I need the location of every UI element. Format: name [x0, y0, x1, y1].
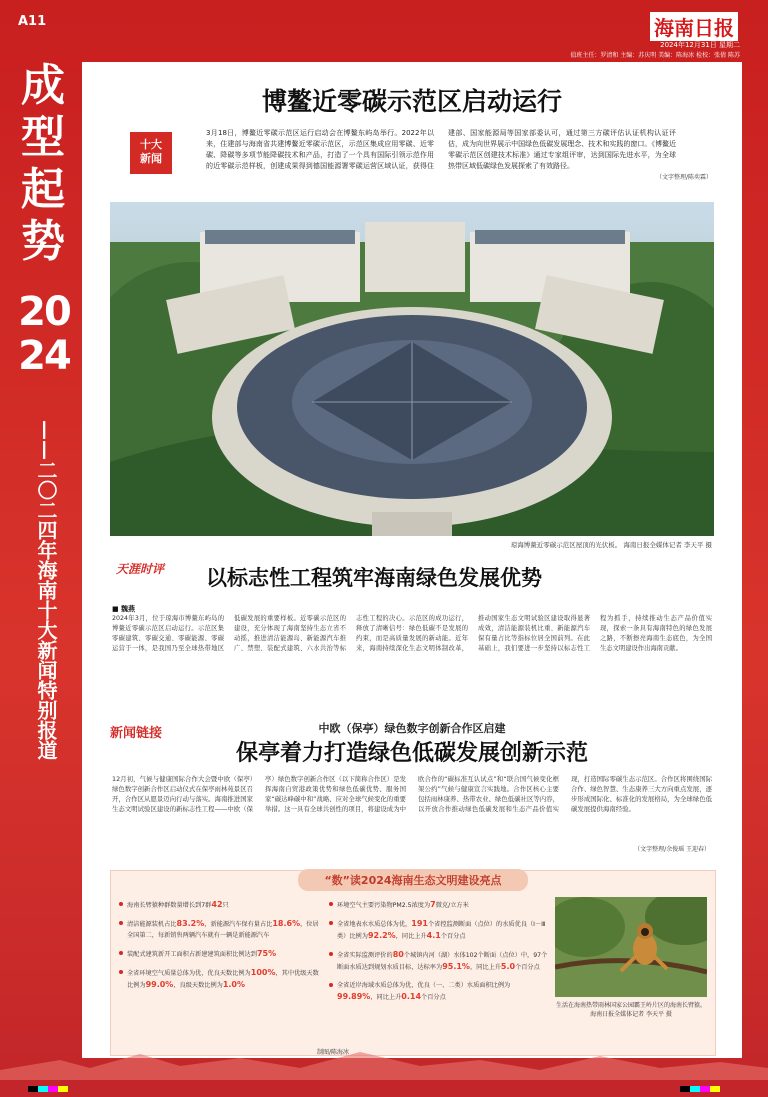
top-ten-badge: [130, 132, 172, 174]
fact-item: 清洁能源装机占比83.2%，新能源汽车保有量占比18.6%，位居全国第二，每新销售两辆汽车就有一辆是新能源汽车: [119, 918, 319, 941]
side-title: [8, 60, 78, 268]
headline-3-subtitle: 中欧（保亭）绿色数字创新合作区启建: [318, 722, 506, 735]
page-number: A11: [18, 14, 47, 29]
badge-line: 十大: [140, 138, 162, 151]
side-subtitle: ——二〇二四年海南十大新闻特别报道: [34, 420, 58, 760]
fact-item: 环境空气主要污染物PM2.5浓度为7微克/立方米: [329, 899, 549, 911]
news-link-badge: 新闻链接: [110, 726, 163, 741]
lead-credit: （文字整理/陈奕霖）: [655, 174, 712, 181]
headline-3: 保亭着力打造绿色低碳发展创新示范: [235, 740, 588, 766]
side-title-char: 势: [21, 216, 65, 267]
data-panel: [110, 870, 716, 1056]
side-title-char: 成: [21, 60, 65, 111]
editors-line: 值班主任：罗清和 主编：苏庆明 美编：陈海冰 检校：张倩 陈苏: [570, 52, 740, 59]
fact-item: 海南长臂猿种群数量增长到7群42只: [119, 899, 319, 911]
photo-caption: 琼海博鳌近零碳示范区屋顶的光伏板。 海南日报全媒体记者 李天平 摄: [510, 541, 712, 549]
comment-body: 2024年3月，位于琼海市博鳌东屿岛的博鳌近零碳示范区启动运行。示范区集零碳建筑、零碳交通、零碳能源、零碳运营于一体，是我国乃至全球热带地区低碳发展的重要样板。近零碳示范区的建设，充分体现了海南坚持生态立省不动摇，推进清洁能源岛、新能源汽车推广、禁塑、装配式建筑、六水共治等标志性工程的决心。示范区的成功运行，释放了清晰信号：绿色低碳不是发展的约束，而是高质量发展的新动能。近年来，海南持续深化生态文明体制改革，推动国家生态文明试验区建设取得显著成效，清洁能源装机比重、新能源汽车保有量占比等指标位居全国前列。在此基础上，我们要进一步坚持以标志性工程为抓手，持续推动生态产品价值实现，探索一条具有海南特色的绿色发展之路，不断擦亮海南生态底色，为全国生态文明建设作出海南贡献。: [112, 615, 712, 652]
registration-bar: [680, 1086, 720, 1092]
content-sheet: [82, 62, 742, 1058]
side-title-char: 起: [21, 164, 65, 215]
facts-column-2: [329, 899, 549, 1010]
gibbon-illustration: [555, 897, 707, 997]
comment-author: ■ 魏燕: [112, 605, 136, 613]
aerial-photo: [110, 202, 714, 536]
panel-title-text: “数”读2024海南生态文明建设亮点: [298, 869, 527, 891]
panel-title: [111, 869, 715, 891]
gibbon-caption: 生活在海南热带雨林国家公园霸王岭片区的海南长臂猿。 海南日报全媒体记者 李天平 摄: [555, 1002, 706, 1018]
comment-badge: 天涯时评: [116, 562, 165, 576]
fact-item: 全省地表水水质总体为优，191个省控监测断面（点位）的水质优良（Ⅰ－Ⅲ类）比例为92.2%，同比上升4.1个百分点: [329, 918, 549, 942]
side-year: 2024: [18, 289, 70, 379]
news-credit: （文字整理/余俊瑶 王迎春）: [634, 846, 710, 853]
fact-item: 装配式建筑新开工面积占新建建筑面积比例达到75%: [119, 948, 319, 960]
headline-1: 博鳌近零碳示范区启动运行: [261, 87, 562, 116]
resort-photo-illustration: [110, 202, 714, 536]
fact-item: 全省实际监测评价的80个城镇内河（湖）水体102个断面（点位）中，97个断面水质达到规划水质目标，达标率为95.1%，同比上升5.0个百分点: [329, 949, 549, 973]
footer-skyline: [0, 1040, 768, 1080]
panel-credit: 制图/陈海冰: [317, 1049, 350, 1056]
side-title-char: 型: [21, 112, 65, 163]
fact-item: 全省近岸海域水质总体为优，优良（一、二类）水质面积比例为99.89%，同比上升0.14个百分点: [329, 980, 549, 1003]
masthead-logo: 海南日报: [650, 12, 738, 41]
gibbon-photo: [555, 897, 707, 997]
badge-line: 新闻: [140, 152, 162, 165]
registration-bar: [28, 1086, 68, 1092]
dateline: 2024年12月31日 星期二: [660, 41, 740, 49]
headline-2: 以标志性工程筑牢海南绿色发展优势: [206, 565, 542, 590]
facts-column-1: [119, 899, 319, 998]
news-body: 12月初，气候与健康国际合作大会暨中欧（保亭）绿色数字创新合作区启动仪式在保亭雨林苑景区召开，合作区从愿景迈向行动与落实。海南推进国家生态文明试验区建设的新标志性工程——中欧（保亭）绿色数字创新合作区（以下简称合作区）是发挥海南自贸港政策优势和绿色低碳优势、服务国家“碳达峰碳中和”战略、应对全球气候变化的重要举措。这一具有全球共创性的项目，将建设成为中欧合作的“碳标准互认试点”和“联合国气候变化框架公约”气候与健康宣言实践地。合作区核心主要包括雨林康养、热带农业、绿色低碳社区等内容，以开放合作推动绿色低碳发展和生态产品价值实现，打造国际零碳生态示范区。合作区将围绕国际合作、绿色智慧、生态康养三大方向重点发展，逐步形成国际化、标准化的发展格局，为全球绿色低碳发展提供海南经验。: [112, 775, 712, 813]
fact-item: 全省环境空气质量总体为优，优良天数比例为100%，其中优级天数比例为99.0%，良级天数比例为1.0%: [119, 967, 319, 991]
lead-paragraph: 3月18日，博鳌近零碳示范区运行启动会在博鳌东屿岛举行。2022年以来，住建部与海南省共建博鳌近零碳示范区，示范区集成应用零碳、近零碳、降碳等多项节能降碳技术和产品，打造了一个具有国际引领示范作用的近零碳示范样板，创建成果得到德国能源署零碳运营区域认证，获得住建部、国家能源局等国家部委认可，通过第三方碳评估认证机构认证评估，成为向世界展示中国绿色低碳发展理念、技术和实践的窗口。《博鳌近零碳示范区创建技术标准》通过专家组评审，达到国际先进水平，为全球热带区域低碳绿色发展探索了有效路径。: [206, 129, 676, 170]
